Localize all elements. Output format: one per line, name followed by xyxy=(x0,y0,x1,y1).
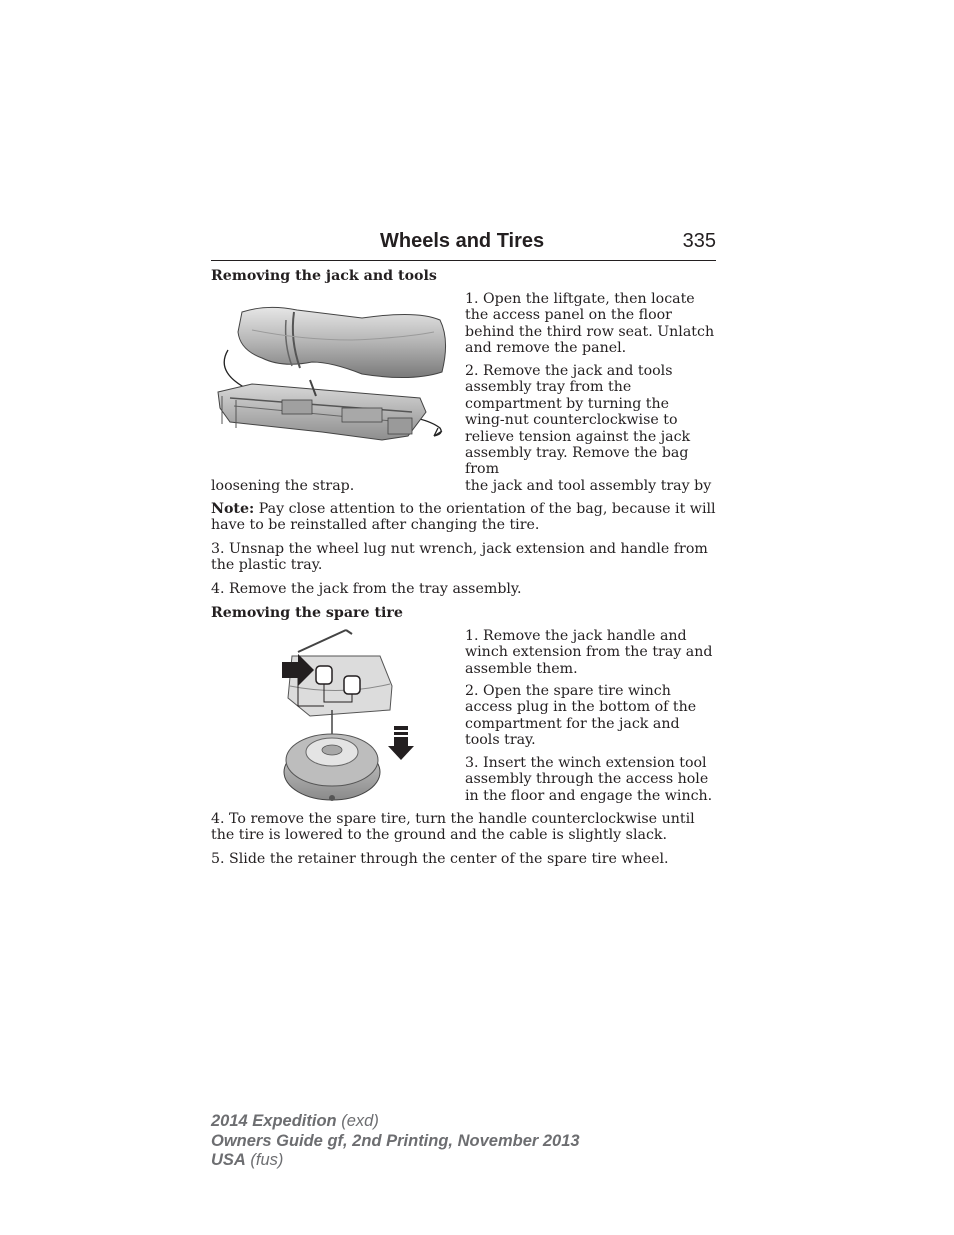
page-footer xyxy=(211,1112,580,1171)
spare-step-1: 1. Remove the jack handle and winch extension from the tray and assemble them. xyxy=(465,628,713,677)
jack-step-2-line: 2. Remove the jack and tools xyxy=(465,363,673,379)
footer-market: USA xyxy=(211,1151,246,1169)
jack-step-1: 1. Open the liftgate, then locate the access panel on the floor behind the third row seat. Unlatch and remove the panel. xyxy=(465,291,715,357)
jack-step-2-continued: loosening the strap. xyxy=(211,478,355,494)
jack-step-3: 3. Unsnap the wheel lug nut wrench, jack extension and handle from the plastic tray. xyxy=(211,541,708,574)
footer-model: 2014 Expedition xyxy=(211,1112,337,1130)
jack-step-2 xyxy=(465,363,717,494)
footer-line-2: Owners Guide gf, 2nd Printing, November 2013 xyxy=(211,1131,580,1150)
jack-tools-illustration xyxy=(212,300,456,460)
spare-tire-illustration xyxy=(280,626,420,812)
jack-step-2-line: assembly tray. Remove the bag from xyxy=(465,445,689,478)
spare-step-2: 2. Open the spare tire winch access plug in the bottom of the compartment for the jack and tools tray. xyxy=(465,683,697,749)
section-title: Wheels and Tires xyxy=(380,230,545,252)
heading-removing-jack: Removing the jack and tools xyxy=(211,268,437,284)
footer-line-1 xyxy=(211,1112,580,1132)
jack-step-2-line: compartment by turning the xyxy=(465,395,670,412)
spare-step-5: 5. Slide the retainer through the center of the spare tire wheel. xyxy=(211,851,669,867)
footer-line-3 xyxy=(211,1151,580,1171)
spare-step-3: 3. Insert the winch extension tool assembly through the access hole in the floor and engage the winch. xyxy=(465,755,713,804)
jack-step-2-line: the jack and tool assembly tray by xyxy=(465,477,712,494)
note-label: Note: xyxy=(211,501,255,517)
footer-model-code: (exd) xyxy=(336,1112,379,1130)
note-text: Pay close attention to the orientation of the bag, because it will have to be reinstalled after changing the tire. xyxy=(211,501,716,534)
note-paragraph xyxy=(211,501,717,534)
page-number: 335 xyxy=(682,230,716,252)
spare-step-4: 4. To remove the spare tire, turn the handle counterclockwise until the tire is lowered to the ground and the cable is slightly slack. xyxy=(211,811,695,844)
heading-removing-spare: Removing the spare tire xyxy=(211,605,403,621)
jack-step-2-line: wing-nut counterclockwise to xyxy=(465,412,678,429)
jack-step-4: 4. Remove the jack from the tray assembly. xyxy=(211,581,522,597)
jack-step-2-line: relieve tension against the jack xyxy=(465,428,691,445)
jack-step-2-line: assembly tray from the xyxy=(465,379,632,396)
footer-market-code: (fus) xyxy=(245,1151,284,1169)
page-header xyxy=(211,230,716,261)
